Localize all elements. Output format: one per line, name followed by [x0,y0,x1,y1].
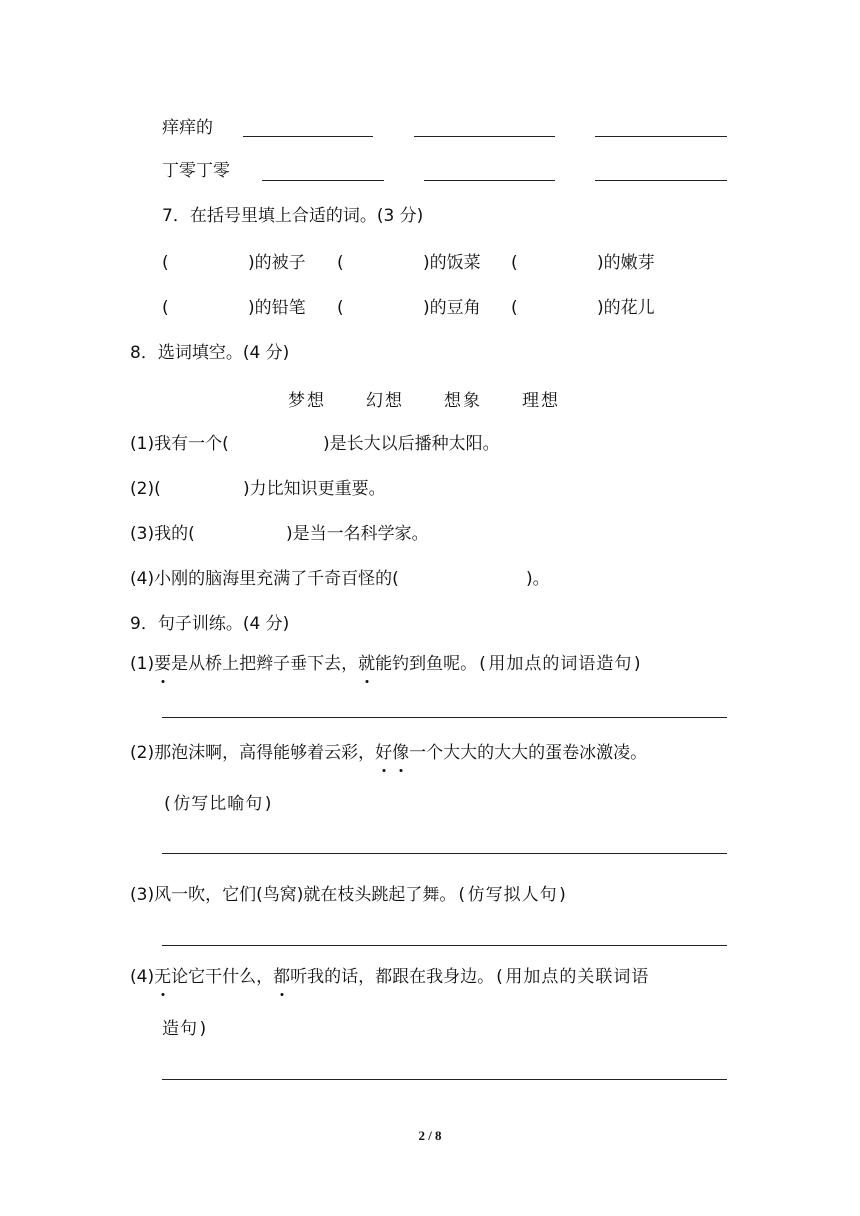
sentence-text: 听我的话，都跟在我身边。 [290,967,495,987]
instruction-note: (仿写拟人句) [456,885,569,905]
open-paren: ( [337,253,344,273]
answer-blank[interactable] [414,136,555,137]
fill-item [323,432,500,456]
question-8-title: 8．选词填空。(4 分) [130,343,290,363]
answer-blank[interactable] [262,180,384,181]
fill-item [130,567,399,591]
sentence-1 [130,652,644,676]
instruction-note: (用加点的关联词语 [494,967,650,987]
answer-blank[interactable] [424,180,555,181]
answer-blank[interactable] [595,136,727,137]
dotted-char: 都 [273,967,291,987]
fill-item [337,251,344,275]
sentence-text: 能钓到鱼呢。 [375,654,478,674]
fill-item [286,522,429,546]
dotted-char: 无 [154,967,172,987]
fill-item [243,477,386,501]
answer-line[interactable] [162,717,727,718]
dotted-char: 就 [358,654,376,674]
sentence-text: (2)那泡沫啊，高得能够着云彩， [130,743,376,763]
item-text: )。 [526,569,550,589]
dotted-char: 要 [154,654,172,674]
fill-item [130,477,161,501]
sentence-text: 是从桥上把辫子垂下去， [171,654,359,674]
sentence-text: 一个大大的大大的蛋卷冰激凌。 [409,743,648,763]
item-text: )力比知识更重要。 [243,479,386,499]
item-text: )的花儿 [597,298,655,318]
item-text: )是当一名科学家。 [286,524,429,544]
sentence-3 [130,883,569,907]
fill-item [511,296,518,320]
item-text: )的被子 [248,253,306,273]
fill-item [423,296,481,320]
item-text: )的铅笔 [248,298,306,318]
item-text: (3)我的( [130,524,195,544]
item-text: (1)我有一个( [130,434,229,454]
item-text: (4)小刚的脑海里充满了千奇百怪的( [130,569,399,589]
question-9-title: 9．句子训练。(4 分) [130,614,290,634]
open-paren: ( [162,298,169,318]
fill-item [511,251,518,275]
instruction-note: 造句) [162,1019,210,1039]
item-text: )的豆角 [423,298,481,318]
word-choice: 想象 [444,391,482,411]
open-paren: ( [511,253,518,273]
word-choices [288,386,560,411]
sentence-4 [130,965,649,989]
fill-item [248,251,306,275]
item-number: (4) [130,967,155,987]
word-choice: 理想 [522,391,560,411]
fill-item [130,432,229,456]
word-choice: 梦想 [288,391,326,411]
answer-line[interactable] [162,853,727,854]
word-row-2 [162,159,230,183]
word-choice: 幻想 [366,391,404,411]
item-text: )的饭菜 [423,253,481,273]
fill-item [248,296,306,320]
item-text: )是长大以后播种太阳。 [323,434,500,454]
sentence-2 [130,741,647,765]
word-row-1 [162,116,213,140]
word-label: 痒痒的 [162,118,213,138]
dotted-char: 好 [375,743,393,763]
fill-item [597,296,655,320]
open-paren: ( [337,298,344,318]
answer-blank[interactable] [243,136,373,137]
sentence-text: (3)风一吹，它们(鸟窝)就在枝头跳起了舞。 [130,885,457,905]
answer-line[interactable] [162,945,727,946]
question-7-title: 7．在括号里填上合适的词。(3 分) [162,206,424,226]
sentence-text: 论它干什么， [171,967,274,987]
item-text: (2)( [130,479,161,499]
fill-item [597,251,655,275]
fill-item [526,567,550,591]
open-paren: ( [511,298,518,318]
word-label: 丁零丁零 [162,161,230,181]
fill-item [162,251,169,275]
item-number: (1) [130,654,155,674]
instruction-note: (用加点的词语造句) [477,654,644,674]
item-text: )的嫩芽 [597,253,655,273]
dotted-char: 像 [392,743,410,763]
answer-blank[interactable] [595,180,727,181]
fill-item [337,296,344,320]
answer-line[interactable] [162,1079,727,1080]
fill-item [423,251,481,275]
open-paren: ( [162,253,169,273]
instruction-note: (仿写比喻句) [162,794,275,814]
fill-item [130,522,195,546]
fill-item [162,296,169,320]
page-number: 2 / 8 [418,1128,442,1143]
